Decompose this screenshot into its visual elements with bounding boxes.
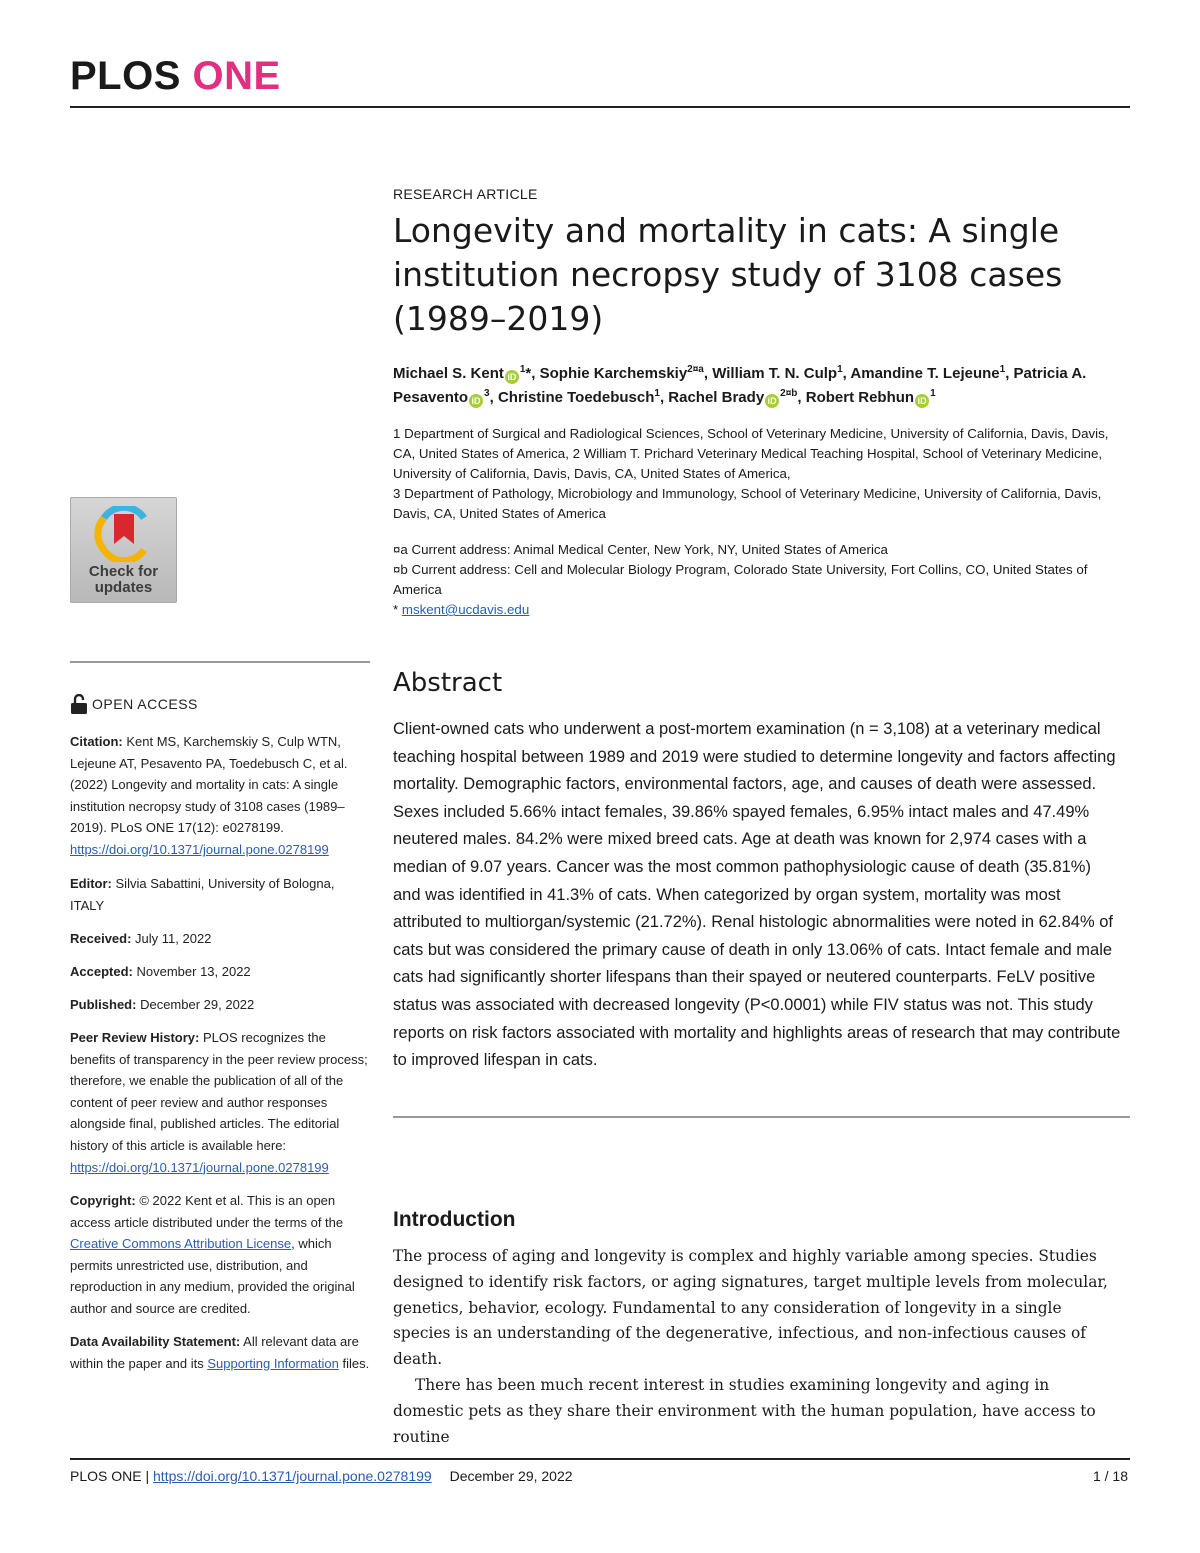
- affiliations: [393, 424, 1128, 524]
- author-name: Sophie Karchemskiy: [539, 365, 688, 382]
- author-affiliation-marker: 2¤b: [780, 388, 798, 399]
- current-addresses: [393, 540, 1128, 620]
- author-name: Rachel Brady: [668, 389, 765, 406]
- page-footer: PLOS ONE | https://doi.org/10.1371/journal.pone.0278199 December 29, 2022 1 / 18: [70, 1468, 1128, 1484]
- author-affiliation-marker: 1: [999, 364, 1006, 375]
- page-number: 1 / 18: [1092, 1468, 1128, 1484]
- author-name: Amandine T. Lejeune: [850, 365, 1000, 382]
- citation-doi-link[interactable]: https://doi.org/10.1371/journal.pone.0278199: [70, 841, 329, 857]
- received-date: Received: July 11, 2022: [70, 931, 212, 946]
- author-name: Christine Toedebusch: [497, 389, 655, 406]
- affiliation-number: 2: [572, 446, 581, 461]
- address-line: ¤a Current address: Animal Medical Center, New York, NY, United States of America: [393, 542, 888, 557]
- journal-logo: PLOS ONE: [70, 54, 281, 98]
- corresponding-author-marker: *: [525, 365, 532, 382]
- author-name: Patricia A. Pesavento: [393, 365, 1087, 406]
- corresponding-email: * mskent@ucdavis.edu: [393, 602, 530, 617]
- orcid-icon[interactable]: iD: [469, 394, 483, 408]
- orcid-icon[interactable]: iD: [915, 394, 929, 408]
- introduction-heading: Introduction: [393, 1208, 516, 1231]
- article-type: RESEARCH ARTICLE: [393, 186, 538, 202]
- published-date: Published: December 29, 2022: [70, 997, 255, 1012]
- check-for-updates-badge[interactable]: Check for updates: [70, 497, 177, 603]
- affiliation-text: William T. Prichard Veterinary Medical Teaching Hospital, School of Veterinary Medicine, University of California, Davis, Davis, CA, United States of America,: [393, 446, 1103, 481]
- author-list: Michael S. Kent $iD^1*$, Sophie Karchemskiy$^{2¤a}$, William T. N. Culp$^1$, Amandine T. Lejeune$^1$, Patricia A. Pesavento $iD^3$, Christine Toedebusch$^1$, Rachel Brady $iD^{2¤b}$, Robert Rebhun $iD^1$: [393, 364, 1087, 406]
- open-lock-icon: [70, 694, 88, 714]
- author-name: Michael S. Kent: [393, 365, 504, 382]
- author-name: Robert Rebhun: [805, 389, 915, 406]
- peer-review-block: Peer Review History: PLOS recognizes the benefits of transparency in the peer review process; therefore, we enable the publication of all of the content of peer review and author responses alongside final, published articles. The editorial history of this article is available here: https://doi.org/10.1371/journal.pone.0278199: [70, 1030, 368, 1175]
- introduction-text: [393, 1244, 1123, 1450]
- address-line: ¤b Current address: Cell and Molecular Biology Program, Colorado State University, Fort Collins, CO, United States of America: [393, 562, 1088, 597]
- footer-date: December 29, 2022: [449, 1468, 573, 1484]
- crossmark-icon: [94, 506, 154, 562]
- copyright-block: Copyright: © 2022 Kent et al. This is an open access article distributed under the terms of the Creative Commons Attribution License, which permits unrestricted use, distribution, and reproduction in any medium, provided the original author and source are credited.: [70, 1193, 355, 1316]
- author-affiliation-marker: 1: [930, 388, 936, 399]
- abstract-text: Client-owned cats who underwent a post-mortem examination (n = 3,108) at a veterinary medical teaching hospital between 1989 and 2019 were studied to determine longevity and factors affecting mortality. Demographic factors, environmental factors, age, and causes of death were assessed. Sexes included 5.66% intact females, 39.86% spayed females, 6.95% intact males and 47.49% neutered males. 84.2% were mixed breed cats. Age at death was known for 2,974 cases with a median of 9.07 years. Cancer was the most common pathophysiologic cause of death (35.81%) and was identified in 41.3% of cats. When categorized by organ system, mortality was most attributed to multiorgan/systemic (21.72%). Renal histologic abnormalities were noted in 62.84% of cats but was considered the primary cause of death in only 13.06% of cats. Intact female and male cats had significantly shorter lifespans than their spayed or neutered counterparts. FeLV positive status was associated with decreased longevity (P<0.0001) while FIV status was not. This study reports on risk factors associated with mortality and highlights areas of research that may contribute to improved lifespan in cats.: [393, 720, 1121, 1070]
- orcid-icon[interactable]: iD: [765, 394, 779, 408]
- article-title: Longevity and mortality in cats: A single institution necropsy study of 3108 cases (1989–2019): [393, 211, 1063, 338]
- paragraph: There has been much recent interest in studies examining longevity and aging in domestic pets as they share their environment with the human population, have access to routine: [393, 1375, 1096, 1446]
- author-affiliation-marker: 1: [654, 388, 660, 399]
- affiliation-text: Department of Pathology, Microbiology and Immunology, School of Veterinary Medicine, University of California, Davis, Davis, CA, United States of America: [393, 486, 1102, 521]
- author-affiliation-marker: 1: [837, 364, 843, 375]
- abstract-heading: Abstract: [393, 668, 503, 698]
- affiliation-number: 3: [393, 486, 401, 501]
- author-affiliation-marker: 2¤a: [687, 364, 704, 375]
- header-rule: [70, 106, 1130, 108]
- sidebar-rule: [70, 661, 370, 663]
- footer-rule: [70, 1458, 1130, 1460]
- affiliation-text: Department of Surgical and Radiological Sciences, School of Veterinary Medicine, University of California, Davis, Davis, CA, United States of America,: [393, 426, 1109, 461]
- accepted-date: Accepted: November 13, 2022: [70, 964, 251, 979]
- data-availability-block: Data Availability Statement: All relevant data are within the paper and its Supporting Information files.: [70, 1334, 370, 1371]
- author-name: William T. N. Culp: [712, 365, 838, 382]
- affiliation-number: 1: [393, 426, 401, 441]
- open-access-label: OPEN ACCESS: [70, 694, 198, 714]
- paragraph: The process of aging and longevity is complex and highly variable among species. Studies designed to identify risk factors, or aging signatures, target multiple levels from molecular, genetics, behavior, ecology. Fundamental to any consideration of longevity in a single species is an understanding of the degenerative, infectious, and non-infectious causes of death.: [393, 1247, 1108, 1369]
- license-link[interactable]: Creative Commons Attribution License: [70, 1236, 292, 1252]
- footer-doi-link[interactable]: https://doi.org/10.1371/journal.pone.0278199: [153, 1468, 432, 1484]
- supporting-info-link[interactable]: Supporting Information: [207, 1355, 339, 1371]
- email-link[interactable]: mskent@ucdavis.edu: [401, 602, 530, 617]
- editor-block: Editor: Silvia Sabattini, University of Bologna, ITALY: [70, 876, 335, 913]
- author-affiliation-marker: 3: [484, 388, 490, 399]
- author-affiliation-marker: 1: [519, 364, 526, 375]
- orcid-icon[interactable]: iD: [505, 370, 519, 384]
- abstract-rule: [393, 1116, 1130, 1118]
- peer-review-link[interactable]: https://doi.org/10.1371/journal.pone.0278199: [70, 1159, 329, 1175]
- footer-journal: PLOS ONE: [70, 1468, 142, 1484]
- citation-block: Citation: Kent MS, Karchemskiy S, Culp WTN, Lejeune AT, Pesavento PA, Toedebusch C, et al. (2022) Longevity and mortality in cats: A single institution necropsy study of 3108 cases (1989–2019). PLoS ONE 17(12): e0278199. https://doi.org/10.1371/journal.pone.0278199: [70, 734, 348, 857]
